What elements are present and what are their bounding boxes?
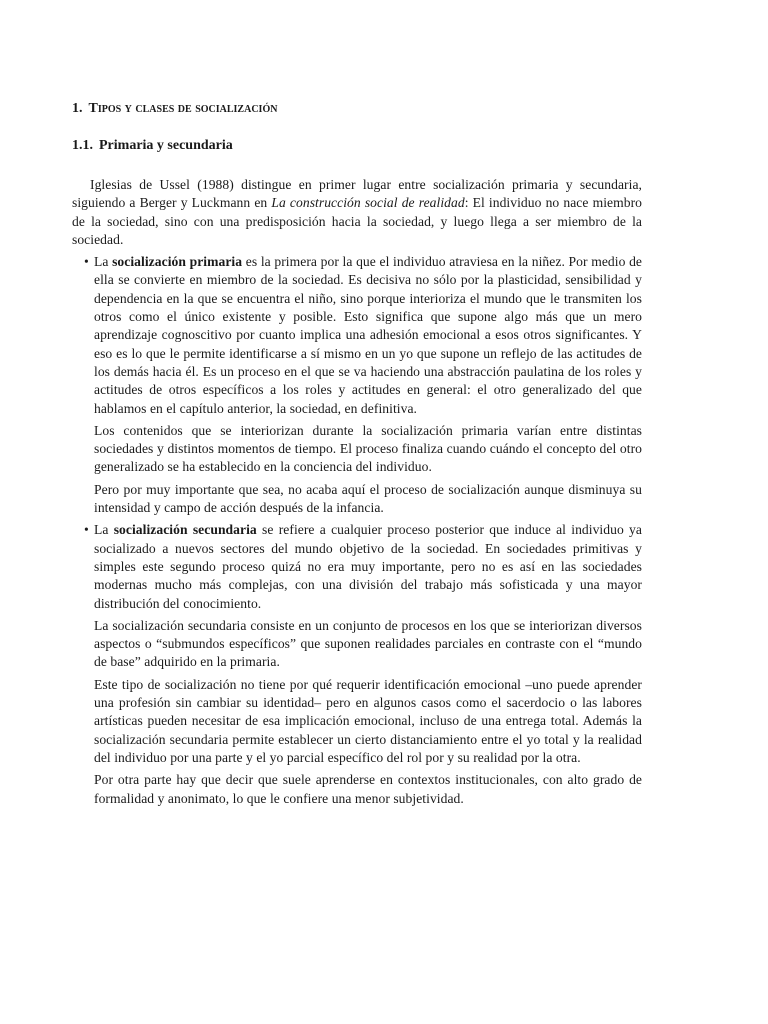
- primary-paragraph-2: Los contenidos que se interiorizan durante la socialización primaria varían entre distintas sociedades y distintos momentos de tiempo. El proceso finaliza cuando cuándo el concepto del otro generalizado se ha establecido en la conciencia del individuo.: [94, 422, 642, 475]
- secondary-paragraph-1: La socialización secundaria se refiere a cualquier proceso posterior que induce al individuo ya socializado a nuevos sectores del mundo objetivo de la sociedad. En sociedades primitivas y simples este segundo proceso quizá no era muy importante, pero no es así en las sociedades modernas mucho más complejas, con una división del trabajo más sofisticada y una mayor distribución del conocimiento.: [94, 522, 642, 611]
- term-primary: socialización primaria: [112, 254, 243, 270]
- secondary-paragraph-2: La socialización secundaria consiste en un conjunto de procesos en los que se interiorizan diversos aspectos o “submundos específicos” que suponen realidades parciales en contraste con el “mundo de base” adquirido en la primaria.: [94, 617, 642, 670]
- subsection-title-text: Primaria y secundaria: [99, 138, 233, 153]
- term-secondary: socialización secundaria: [113, 522, 257, 538]
- bullet-secondary: [72, 521, 642, 612]
- secondary-paragraph-3: Este tipo de socialización no tiene por qué requerir identificación emocional –uno puede aprender una profesión sin cambiar su identidad– pero en algunos casos como el sacerdocio o las labores artísticas pueden necesitar de esa implicación emocional, incluso de una entrega total. Además la socialización secundaria permite establecer un cierto distanciamiento entre el yo total y la realidad del individuo por una parte y el yo parcial específico del rol por y su realidad por la otra.: [94, 676, 642, 765]
- subsection-number: 1.1.: [72, 138, 93, 153]
- primary-paragraph-3: Pero por muy importante que sea, no acaba aquí el proceso de socialización aunque disminuya su intensidad y campo de acción después de la infancia.: [94, 481, 642, 516]
- book-title: La construcción social de realidad: [271, 195, 465, 211]
- section-title: [72, 100, 642, 118]
- bullet-mark: •: [84, 522, 89, 538]
- intro-paragraph: Iglesias de Ussel (1988) distingue en primer lugar entre socialización primaria y secundaria, siguiendo a Berger y Luckmann en La construcción social de realidad: El individuo no nace miembro de la sociedad, sino con una predisposición hacia la sociedad, y luego llega a ser miembro de la sociedad.: [72, 177, 642, 247]
- primary-paragraph-1: La socialización primaria es la primera por la que el individuo atraviesa en la niñez. Por medio de ella se convierte en miembro de la sociedad. Es decisiva no sólo por la plasticidad, sensibilidad y dependencia en la que se encuentra el niño, sino porque interioriza el mundo que le transmiten los otros como el único existente y posible. Esto significa que supone algo más que un mero aprendizaje cognoscitivo por cuanto implica una adhesión emocional a esos otros significantes. Y eso es lo que le permite identificarse a sí mismo en un yo que supone un reflejo de las actitudes de los demás hacia él. Es un proceso en el que se va haciendo una abstracción paulatina de los roles y actitudes de otros específicos a los roles y actitudes en general: el otro generalizado del que hablamos en el capítulo anterior, la sociedad, en definitiva.: [94, 254, 643, 416]
- document-page: [72, 100, 642, 808]
- bullet-primary: [72, 253, 642, 418]
- section-title-text: Tipos y clases de socialización: [88, 101, 278, 116]
- bullet-mark: •: [84, 254, 89, 270]
- secondary-paragraph-4: Por otra parte hay que decir que suele aprenderse en contextos institucionales, con alto grado de formalidad y anonimato, lo que le confiere una menor subjetividad.: [94, 772, 642, 806]
- subsection-title: [72, 137, 642, 155]
- section-number: 1.: [72, 101, 83, 116]
